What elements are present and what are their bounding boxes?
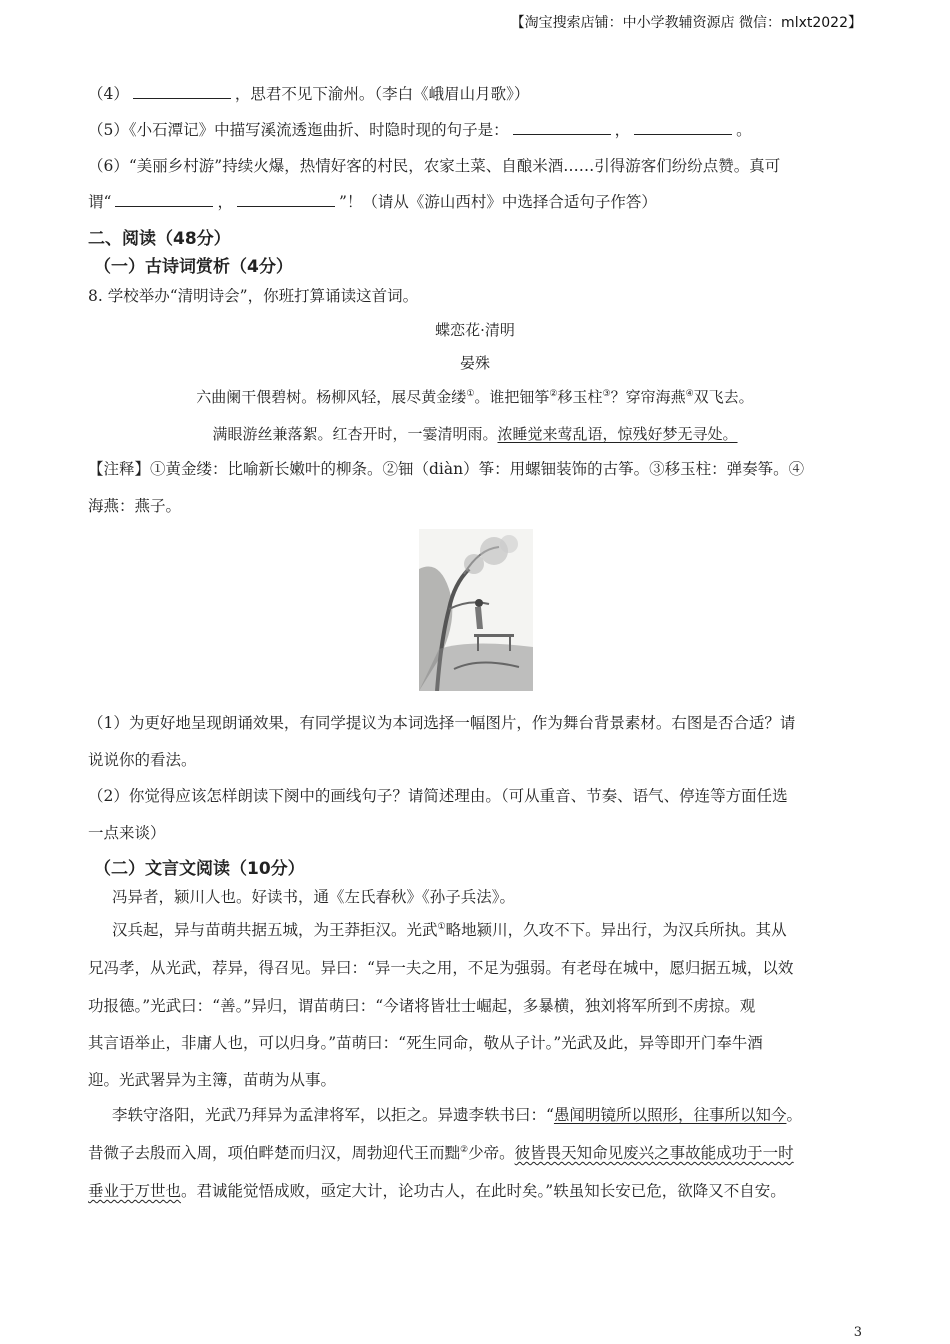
wavy-underlined-sentence: 彼皆畏天知命见废兴之事故能成功于一时 (514, 1144, 794, 1162)
classical-para-1: 冯异者，颍川人也。好读书，通《左氏春秋》《孙子兵法》。 (112, 888, 516, 906)
section-reading-title: 二、阅读（48分） (88, 229, 231, 249)
poem-author: 晏殊 (459, 354, 490, 372)
page-header: 【淘宝搜索店铺：中小学教辅资源店 微信：mlxt2022】 (510, 15, 862, 31)
subquestion-1-line2: 说说你的看法。 (88, 751, 197, 769)
subquestion-1-line1: （1）为更好地呈现朗诵效果，有同学提议为本词选择一幅图片，作为舞台背景素材。右图是否合适？请 (88, 714, 796, 732)
underlined-line: 浓睡觉来莺乱语，惊残好梦无寻处。 (497, 425, 738, 443)
classical-para-2-line4: 其言语举止，非庸人也，可以归身。”苗萌曰：“死生同命，敬从子计。”光武及此，异等即开门奉牛酒 (88, 1034, 763, 1052)
classical-para-3-line1: 李轶守洛阳，光武乃拜异为孟津将军，以拒之。异遗李轶书曰：“愚闻明镜所以照形，往事所以知今。 (112, 1106, 802, 1124)
classical-para-3-line2: 昔微子去殷而入周，项伯畔楚而归汉，周勃迎代王而黜②少帝。彼皆畏天知命见废兴之事故能成功于一时 (88, 1144, 794, 1162)
poem-line-2: 满眼游丝兼落絮。红杏开时，一霎清明雨。浓睡觉来莺乱语，惊残好梦无寻处。 (212, 425, 738, 443)
classical-para-3-line3: 垂业于万世也。君诚能觉悟成败，亟定大计，论功古人，在此时矣。”轶虽知长安已危，欲降又不自安。 (88, 1182, 786, 1200)
poem-title: 蝶恋花·清明 (435, 321, 515, 339)
answer-blank[interactable] (115, 192, 213, 207)
question-6-line1: （6）“美丽乡村游”持续火爆，热情好客的村民，农家土菜、自酿米酒……引得游客们纷纷点赞。真可 (88, 157, 781, 175)
subquestion-2-line1: （2）你觉得应该怎样朗读下阕中的画线句子？请简述理由。（可从重音、节奏、语气、停连等方面任选 (88, 787, 788, 805)
question-4: （4） ，思君不见下渝州。（李白《峨眉山月歌》） (88, 85, 530, 103)
answer-blank[interactable] (513, 120, 611, 135)
page-number: 3 (853, 1325, 862, 1340)
classical-para-2-line5: 迎。光武署异为主簿，苗萌为从事。 (88, 1071, 337, 1089)
poem-notes-line2: 海燕：燕子。 (88, 497, 182, 515)
subquestion-2-line2: 一点来谈） (88, 824, 166, 842)
question-8: 8. 学校举办“清明诗会”，你班打算诵读这首词。 (88, 287, 419, 305)
classical-para-2-line2: 兄冯孝，从光武，荐异，得召见。异曰：“异一夫之用，不足为强弱。有老母在城中，愿归据五城，以效 (88, 959, 794, 977)
poem-line-1: 六曲阑干偎碧树。杨柳风轻，展尽黄金缕①。谁把钿筝②移玉柱③？穿帘海燕④双飞去。 (196, 388, 754, 406)
wavy-underlined-sentence: 垂业于万世也 (88, 1182, 182, 1200)
answer-blank[interactable] (133, 84, 231, 99)
answer-blank[interactable] (237, 192, 335, 207)
question-6-line2: 谓“ ， ”！（请从《游山西村》中选择合适句子作答） (88, 193, 657, 211)
answer-blank[interactable] (634, 120, 732, 135)
question-5: （5）《小石潭记》中描写溪流透迤曲折、时隐时现的句子是： ， 。 (88, 121, 752, 139)
ink-painting-image (419, 529, 533, 691)
subsection-classical-title: （二）文言文阅读（10分） (94, 859, 305, 879)
underlined-sentence: 愚闻明镜所以照形，往事所以知今 (553, 1106, 787, 1124)
subsection-poetry-title: （一）古诗词赏析（4分） (94, 257, 293, 277)
poem-notes-line1: 【注释】①黄金缕：比喻新长嫩叶的柳条。②钿（diàn）筝：用螺钿装饰的古筝。③移玉柱：弹奏筝。④ (88, 460, 805, 478)
classical-para-2-line1: 汉兵起，异与苗萌共据五城，为王莽拒汉。光武①略地颍川，久攻不下。异出行，为汉兵所执。其从 (112, 921, 787, 939)
classical-para-2-line3: 功报德。”光武曰：“善。”异归，谓苗萌曰：“今诸将皆壮士崛起，多暴横，独刘将军所到不虏掠。观 (88, 997, 756, 1015)
